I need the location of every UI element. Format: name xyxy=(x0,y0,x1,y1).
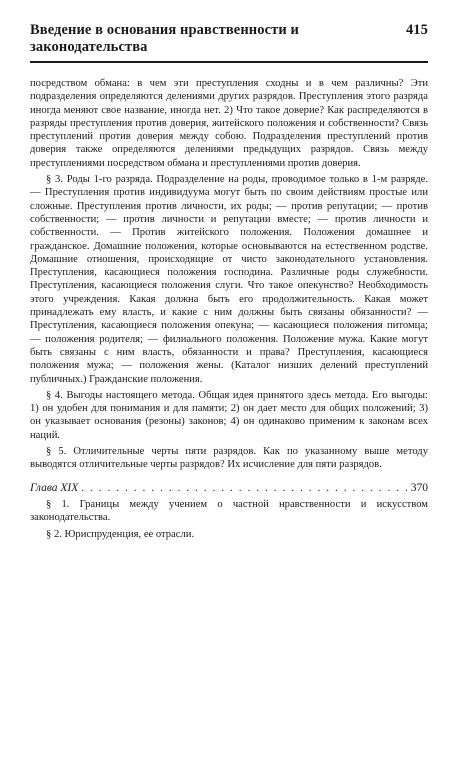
running-header-title: Введение в основания нравственности и законодательства xyxy=(30,22,299,55)
paragraph-section-4: § 4. Выгоды настоящего метода. Общая идея принятого здесь метода. Его выгоды: 1) он удобен для понимания и для памяти; 2) он дает место для общих положений; 3) он указывает основания (резоны) законов; 4) он одинаково применим к законам всех наций. xyxy=(30,389,428,441)
paragraph-continued: посредством обмана: в чем эти преступления сходны и в чем различны? Эти подразделения определяются делениями других разрядов. Преступления этого разряда иногда меняют свое название, иногда нет. 2) Что такое доверие? Как распределяются в разряды преступления против доверия, житейского положения и собственности? Связь преступлений против доверия между собою. Подразделения преступлений против доверия также определяются делениями предыдущих разрядов. Связь между преступлениями посредством обмана и преступлениями против доверия. xyxy=(30,78,428,169)
running-header xyxy=(30,22,428,63)
toc-entry-chapter xyxy=(30,482,428,495)
chapter-item-1: § 1. Границы между учением о частной нравственности и искусством законодательства. xyxy=(30,498,428,524)
dot-leader xyxy=(81,482,407,495)
paragraph-section-3: § 3. Роды 1-го разряда. Подразделение на роды, проводимое только в 1-м разряде. — Преступления против индивидуума могут быть по своим действиям простые или сложные. Преступления против личности, их роды; — против репутации; — против собственности; — против личности и репутации вместе; — против личности и собственности. — Против житейского положения. Положения домашнее и гражданское. Домашние положения, которые основываются на естественном родстве. Домашние отношения, происходящие от чисто законодательного установления. Преступления, касающиеся положения господина. Различные роды служебности. Преступления, касающиеся положения слуги. Что такое опекунство? Необходимость этого учреждения. Какая должна быть его продолжительность. Какая может принадлежать ему власть, и какие с ним должны быть связаны обязанности? — Преступления, касающиеся положения опекуна; — касающиеся положения питомца; — положения родителя; — филиального положения. Положение мужа. Какие могут быть связаны с ним власть, обязанности и права? Преступления, касающиеся положения мужа; — положения жены. (Каталог низших делений преступлений публичных.) Гражданские положения. xyxy=(30,174,428,385)
page-body xyxy=(30,77,428,541)
chapter-page-number: 370 xyxy=(410,481,428,494)
chapter-label: Глава XIX xyxy=(30,481,79,494)
page-number: 415 xyxy=(405,22,428,38)
chapter-item-2: § 2. Юриспруденция, ее отрасли. xyxy=(46,528,195,540)
paragraph-section-5: § 5. Отличительные черты пяти разрядов. Как по указанному выше методу выводятся отличительные черты разрядов? Их исчисление для пяти разрядов. xyxy=(30,446,428,471)
